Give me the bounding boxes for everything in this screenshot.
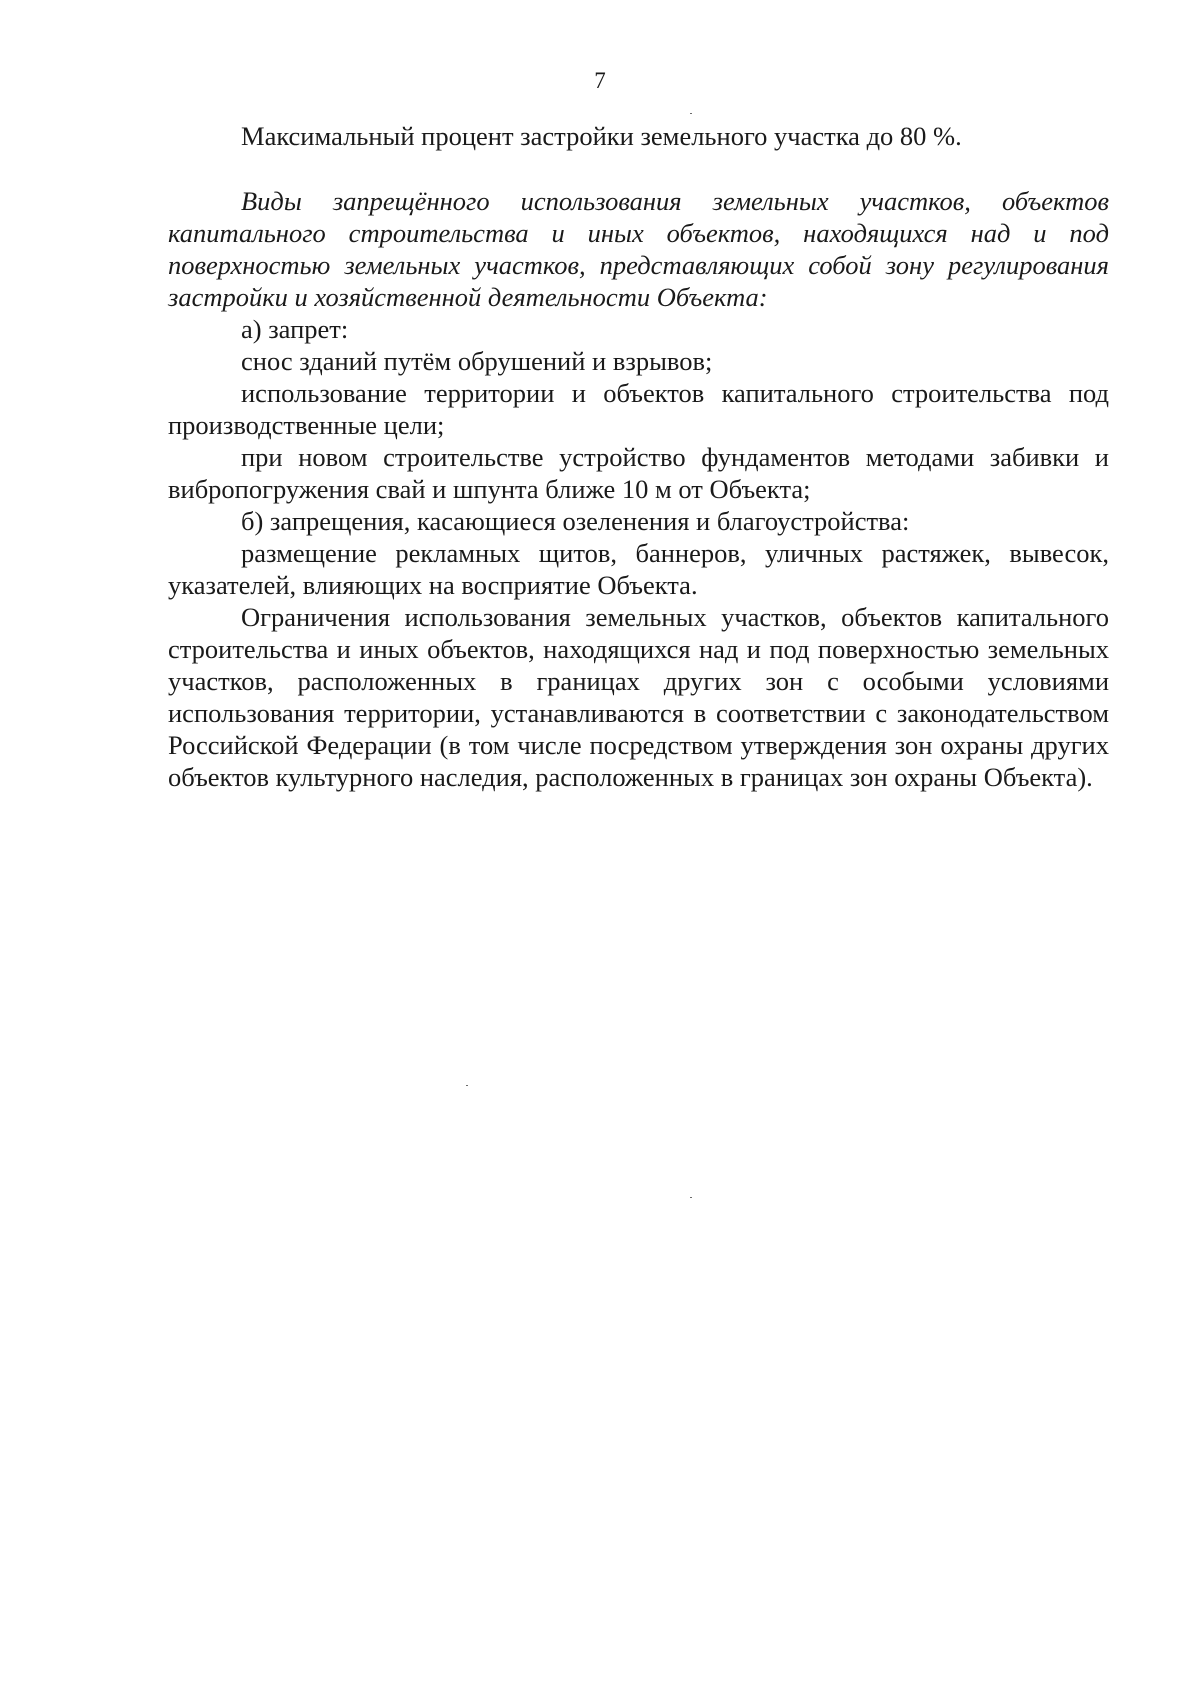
restrictions-paragraph: Ограничения использования земельных участков, объектов капитального строительства и иных объектов, находящихся над и под поверхностью земельных участков, расположенных в границах других зон с особыми условиями использования территории, устанавливаются в соответствии с законодательством Российской Федерации (в том числе посредством утверждения зон охраны других объектов культурного наследия, расположенных в границах зон охраны Объекта). (168, 602, 1109, 792)
list-item: снос зданий путём обрушений и взрывов; (241, 346, 713, 376)
document-body (168, 120, 1109, 793)
scan-speck (466, 1085, 468, 1086)
scan-speck (690, 1197, 692, 1198)
list-item: использование территории и объектов капитального строительства под производственные цели; (168, 378, 1109, 440)
list-item: а) запрет: (241, 314, 349, 344)
list-item: б) запрещения, касающиеся озеленения и благоустройства: (241, 506, 910, 536)
max-coverage-paragraph: Максимальный процент застройки земельного участка до 80 %. (241, 121, 962, 151)
page-number: 7 (594, 68, 606, 93)
scan-speck (690, 113, 692, 114)
list-item: размещение рекламных щитов, баннеров, уличных растяжек, вывесок, указателей, влияющих на восприятие Объекта. (168, 538, 1109, 600)
prohibited-use-heading: Виды запрещённого использования земельных участков, объектов капитального строительства и иных объектов, находящихся над и под поверхностью земельных участков, представляющих собой зону регулирования застройки и хозяйственной деятельности Объекта: (168, 186, 1109, 312)
list-item: при новом строительстве устройство фундаментов методами забивки и вибропогружения свай и шпунта ближе 10 м от Объекта; (168, 442, 1109, 504)
